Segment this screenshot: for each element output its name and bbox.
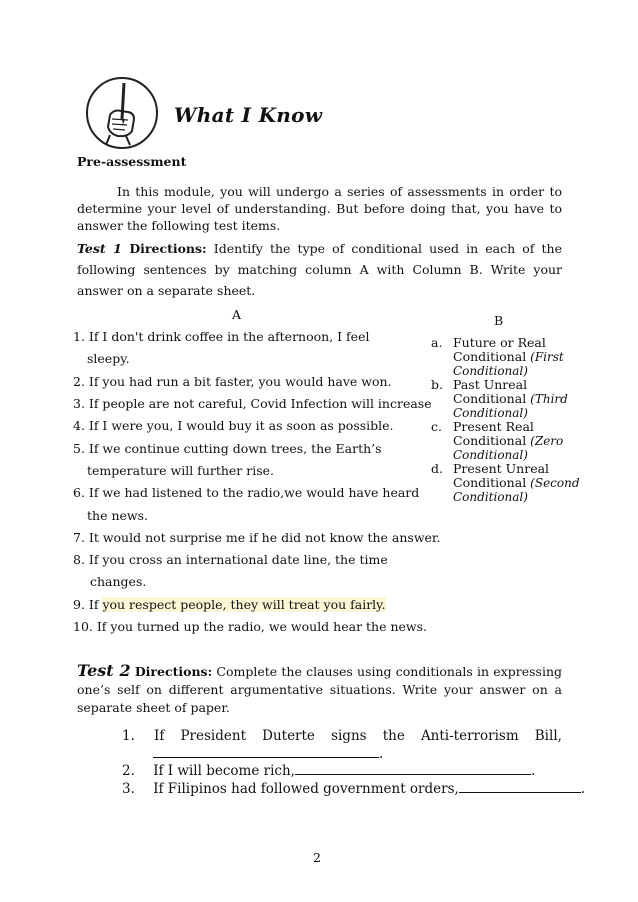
answer-blank[interactable] bbox=[295, 762, 531, 775]
test2-item-1: 1. If President Duterte signs the Anti-terrorism Bill, . bbox=[122, 728, 562, 762]
hand-pencil-logo-icon bbox=[86, 77, 158, 149]
list-item: 5. If we continue cutting down trees, the Earth’s bbox=[73, 441, 382, 456]
list-item: 7. It would not surprise me if he did not know the answer. bbox=[73, 530, 441, 545]
list-item: the news. bbox=[87, 508, 148, 523]
list-item bbox=[73, 597, 386, 613]
list-item: 10. If you turned up the radio, we would hear the news. bbox=[73, 619, 427, 634]
choice-d: d. Present Unreal Conditional (Second Conditional) bbox=[431, 461, 580, 504]
test1-directions bbox=[77, 238, 562, 301]
list-item: 1. If I don't drink coffee in the afternoon, I feel bbox=[73, 329, 370, 344]
intro-paragraph: In this module, you will undergo a series of assessments in order to determine your level of understanding. But before doing that, you have to answer the following test items. bbox=[77, 184, 562, 233]
test2-directions bbox=[77, 662, 562, 717]
test2-label: Test 2 bbox=[77, 661, 131, 680]
column-b-choices bbox=[431, 336, 581, 504]
test2-item-3: 3. If Filipinos had followed government orders, . bbox=[122, 781, 586, 797]
list-item: 2. If you had run a bit faster, you would have won. bbox=[73, 374, 392, 389]
test2-directions-text: Complete the clauses using conditionals in expressing one’s self on different argumentative situations. Write your answer on a separate sheet of paper. bbox=[77, 664, 563, 715]
section-subtitle: Pre-assessment bbox=[77, 154, 187, 169]
highlighted-text: you respect people, they will treat you fairly. bbox=[102, 597, 386, 612]
list-item: 6. If we had listened to the radio,we would have heard bbox=[73, 485, 420, 500]
list-item: 4. If I were you, I would buy it as soon as possible. bbox=[73, 418, 394, 433]
answer-blank[interactable] bbox=[153, 745, 379, 758]
list-item: 3. If people are not careful, Covid Infection will increase bbox=[73, 396, 432, 411]
column-a-header: A bbox=[232, 307, 242, 322]
test1-directions-label: Directions: bbox=[129, 241, 207, 256]
column-b-header: B bbox=[494, 313, 504, 328]
list-item: changes. bbox=[90, 574, 147, 589]
list-item: temperature will further rise. bbox=[87, 463, 275, 478]
list-item: 8. If you cross an international date line, the time bbox=[73, 552, 388, 567]
test1-directions-text: Identify the type of conditional used in each of the following sentences by matching column A with Column B. Write your answer on a separate sheet. bbox=[77, 241, 563, 298]
test1-label: Test 1 bbox=[77, 241, 122, 256]
item-prefix: 9. If bbox=[73, 597, 103, 612]
list-item: sleepy. bbox=[87, 351, 130, 366]
page-title: What I Know bbox=[174, 103, 323, 127]
test2-directions-label: Directions: bbox=[134, 664, 213, 679]
choice-a: a. Future or Real Conditional (First Conditional) bbox=[431, 335, 564, 378]
choice-c: c. Present Real Conditional (Zero Conditional) bbox=[431, 419, 564, 462]
test2-item-2: 2. If I will become rich, . bbox=[122, 763, 536, 779]
choice-b: b. Past Unreal Conditional (Third Conditional) bbox=[431, 377, 568, 420]
page-number: 2 bbox=[313, 850, 321, 865]
answer-blank[interactable] bbox=[459, 780, 581, 793]
